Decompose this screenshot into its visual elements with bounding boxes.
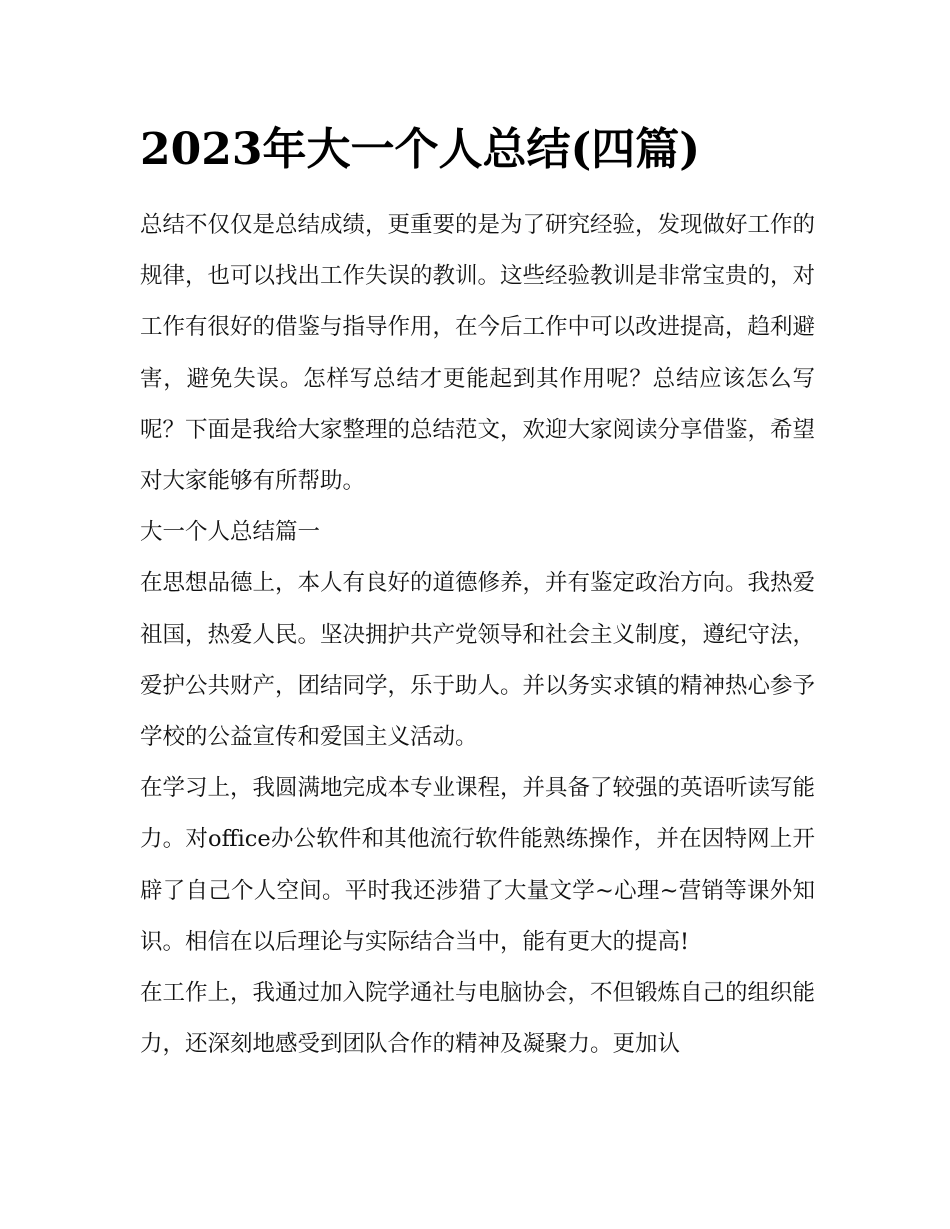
section-heading: 大一个人总结篇一 — [140, 519, 321, 546]
paragraph-study: 在学习上，我圆满地完成本专业课程，并具备了较强的英语听读写能力。对office办公软件和其他流行软件能熟练操作，并在因特网上开辟了自己个人空间。平时我还涉猎了大量文学~心理~营销等课外知识。相信在以后理论与实际结合当中，能有更大的提高! — [140, 775, 816, 955]
paragraph-ideology: 在思想品德上，本人有良好的道德修养，并有鉴定政治方向。我热爱祖国，热爱人民。坚决拥护共产党领导和社会主义制度，遵纪守法，爱护公共财产，团结同学，乐于助人。并以务实求镇的精神热心参予学校的公益宣传和爱国主义活动。 — [140, 570, 816, 751]
document-body — [140, 112, 815, 1070]
paragraph-work: 在工作上，我通过加入院学通社与电脑协会，不但锻炼自己的组织能力，还深刻地感受到团队合作的精神及凝聚力。更加认 — [140, 980, 816, 1058]
document-title: 2023年大一个人总结(四篇) — [140, 124, 701, 175]
intro-paragraph: 总结不仅仅是总结成绩，更重要的是为了研究经验，发现做好工作的规律，也可以找出工作失误的教训。这些经验教训是非常宝贵的，对工作有很好的借鉴与指导作用，在今后工作中可以改进提高，趋利避害，避免失误。怎样写总结才更能起到其作用呢？总结应该怎么写呢？下面是我给大家整理的总结范文，欢迎大家阅读分享借鉴，希望对大家能够有所帮助。 — [140, 212, 816, 495]
